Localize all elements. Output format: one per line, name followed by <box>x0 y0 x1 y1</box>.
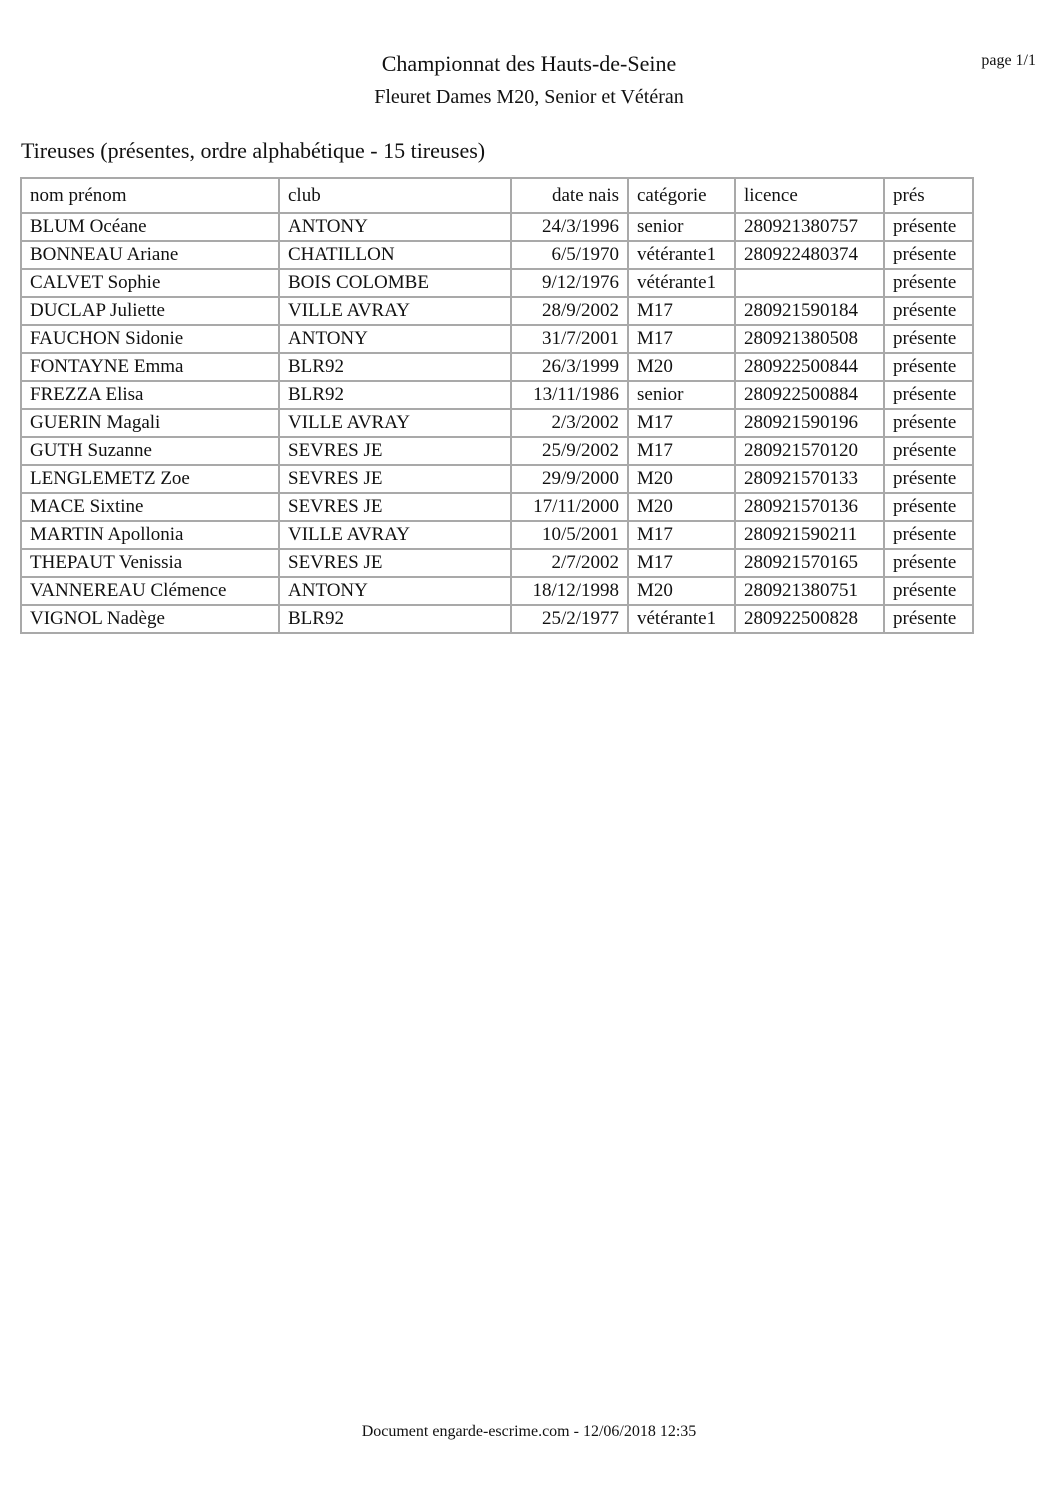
cell-presence: présente <box>884 353 973 381</box>
cell-presence: présente <box>884 297 973 325</box>
table-body <box>21 213 973 633</box>
column-header-category: catégorie <box>628 178 735 213</box>
column-header-club: club <box>279 178 511 213</box>
cell-club: ANTONY <box>279 325 511 353</box>
cell-name: FREZZA Elisa <box>21 381 279 409</box>
cell-club: VILLE AVRAY <box>279 297 511 325</box>
page-subtitle: Fleuret Dames M20, Senior et Vétéran <box>374 86 684 108</box>
cell-name: MACE Sixtine <box>21 493 279 521</box>
cell-category: M17 <box>628 297 735 325</box>
cell-licence: 280922500844 <box>735 353 884 381</box>
cell-birthdate: 25/2/1977 <box>511 605 628 633</box>
cell-club: VILLE AVRAY <box>279 409 511 437</box>
cell-licence: 280921570136 <box>735 493 884 521</box>
column-header-licence: licence <box>735 178 884 213</box>
cell-name: LENGLEMETZ Zoe <box>21 465 279 493</box>
table-row <box>21 269 973 297</box>
cell-category: senior <box>628 213 735 241</box>
cell-licence: 280922500828 <box>735 605 884 633</box>
cell-category: M20 <box>628 493 735 521</box>
cell-category: M17 <box>628 437 735 465</box>
page-number: page 1/1 <box>981 52 1036 69</box>
cell-licence: 280921380751 <box>735 577 884 605</box>
cell-licence: 280921570165 <box>735 549 884 577</box>
cell-birthdate: 2/7/2002 <box>511 549 628 577</box>
cell-club: BLR92 <box>279 353 511 381</box>
cell-club: BLR92 <box>279 605 511 633</box>
table-header-row <box>21 178 973 213</box>
cell-licence: 280921570133 <box>735 465 884 493</box>
table-row <box>21 465 973 493</box>
cell-birthdate: 25/9/2002 <box>511 437 628 465</box>
table-row <box>21 493 973 521</box>
cell-category: vétérante1 <box>628 241 735 269</box>
cell-presence: présente <box>884 241 973 269</box>
cell-birthdate: 10/5/2001 <box>511 521 628 549</box>
column-header-name: nom prénom <box>21 178 279 213</box>
cell-category: M20 <box>628 577 735 605</box>
cell-presence: présente <box>884 325 973 353</box>
cell-name: BLUM Océane <box>21 213 279 241</box>
cell-club: VILLE AVRAY <box>279 521 511 549</box>
cell-birthdate: 28/9/2002 <box>511 297 628 325</box>
cell-category: M17 <box>628 549 735 577</box>
cell-licence: 280921590196 <box>735 409 884 437</box>
cell-name: VANNEREAU Clémence <box>21 577 279 605</box>
cell-birthdate: 29/9/2000 <box>511 465 628 493</box>
table-row <box>21 409 973 437</box>
cell-name: BONNEAU Ariane <box>21 241 279 269</box>
cell-presence: présente <box>884 269 973 297</box>
cell-name: VIGNOL Nadège <box>21 605 279 633</box>
cell-licence: 280921590211 <box>735 521 884 549</box>
table-row <box>21 297 973 325</box>
cell-category: M17 <box>628 521 735 549</box>
cell-birthdate: 2/3/2002 <box>511 409 628 437</box>
cell-presence: présente <box>884 549 973 577</box>
cell-birthdate: 18/12/1998 <box>511 577 628 605</box>
column-header-birthdate: date nais <box>511 178 628 213</box>
cell-licence: 280921380508 <box>735 325 884 353</box>
cell-birthdate: 9/12/1976 <box>511 269 628 297</box>
fencers-table <box>20 177 974 634</box>
cell-licence: 280921590184 <box>735 297 884 325</box>
table-row <box>21 381 973 409</box>
cell-category: vétérante1 <box>628 605 735 633</box>
cell-birthdate: 17/11/2000 <box>511 493 628 521</box>
cell-category: M17 <box>628 409 735 437</box>
cell-presence: présente <box>884 521 973 549</box>
cell-name: MARTIN Apollonia <box>21 521 279 549</box>
table-row <box>21 213 973 241</box>
cell-name: FAUCHON Sidonie <box>21 325 279 353</box>
table-row <box>21 437 973 465</box>
section-heading: Tireuses (présentes, ordre alphabétique - 15 tireuses) <box>21 138 486 163</box>
cell-presence: présente <box>884 465 973 493</box>
cell-licence: 280922500884 <box>735 381 884 409</box>
cell-birthdate: 31/7/2001 <box>511 325 628 353</box>
table-row <box>21 577 973 605</box>
document-footer: Document engarde-escrime.com - 12/06/2018 12:35 <box>361 1423 697 1440</box>
cell-birthdate: 24/3/1996 <box>511 213 628 241</box>
page-title: Championnat des Hauts-de-Seine <box>381 51 677 76</box>
column-header-presence: prés <box>884 178 973 213</box>
cell-birthdate: 6/5/1970 <box>511 241 628 269</box>
table-row <box>21 241 973 269</box>
cell-name: GUTH Suzanne <box>21 437 279 465</box>
cell-category: vétérante1 <box>628 269 735 297</box>
cell-club: SEVRES JE <box>279 493 511 521</box>
cell-club: BOIS COLOMBE <box>279 269 511 297</box>
cell-club: SEVRES JE <box>279 437 511 465</box>
cell-name: DUCLAP Juliette <box>21 297 279 325</box>
cell-category: M20 <box>628 465 735 493</box>
cell-category: M17 <box>628 325 735 353</box>
cell-presence: présente <box>884 493 973 521</box>
cell-birthdate: 13/11/1986 <box>511 381 628 409</box>
cell-name: THEPAUT Venissia <box>21 549 279 577</box>
cell-presence: présente <box>884 213 973 241</box>
cell-club: CHATILLON <box>279 241 511 269</box>
cell-name: GUERIN Magali <box>21 409 279 437</box>
table-row <box>21 353 973 381</box>
table-row <box>21 549 973 577</box>
cell-presence: présente <box>884 381 973 409</box>
cell-club: ANTONY <box>279 577 511 605</box>
cell-licence: 280921570120 <box>735 437 884 465</box>
cell-category: senior <box>628 381 735 409</box>
cell-licence <box>735 269 884 297</box>
cell-club: BLR92 <box>279 381 511 409</box>
cell-presence: présente <box>884 605 973 633</box>
cell-category: M20 <box>628 353 735 381</box>
cell-birthdate: 26/3/1999 <box>511 353 628 381</box>
table-row <box>21 521 973 549</box>
cell-licence: 280921380757 <box>735 213 884 241</box>
cell-name: FONTAYNE Emma <box>21 353 279 381</box>
cell-name: CALVET Sophie <box>21 269 279 297</box>
cell-licence: 280922480374 <box>735 241 884 269</box>
cell-presence: présente <box>884 409 973 437</box>
table-row <box>21 605 973 633</box>
table-row <box>21 325 973 353</box>
cell-presence: présente <box>884 437 973 465</box>
cell-club: SEVRES JE <box>279 465 511 493</box>
cell-club: ANTONY <box>279 213 511 241</box>
cell-club: SEVRES JE <box>279 549 511 577</box>
cell-presence: présente <box>884 577 973 605</box>
